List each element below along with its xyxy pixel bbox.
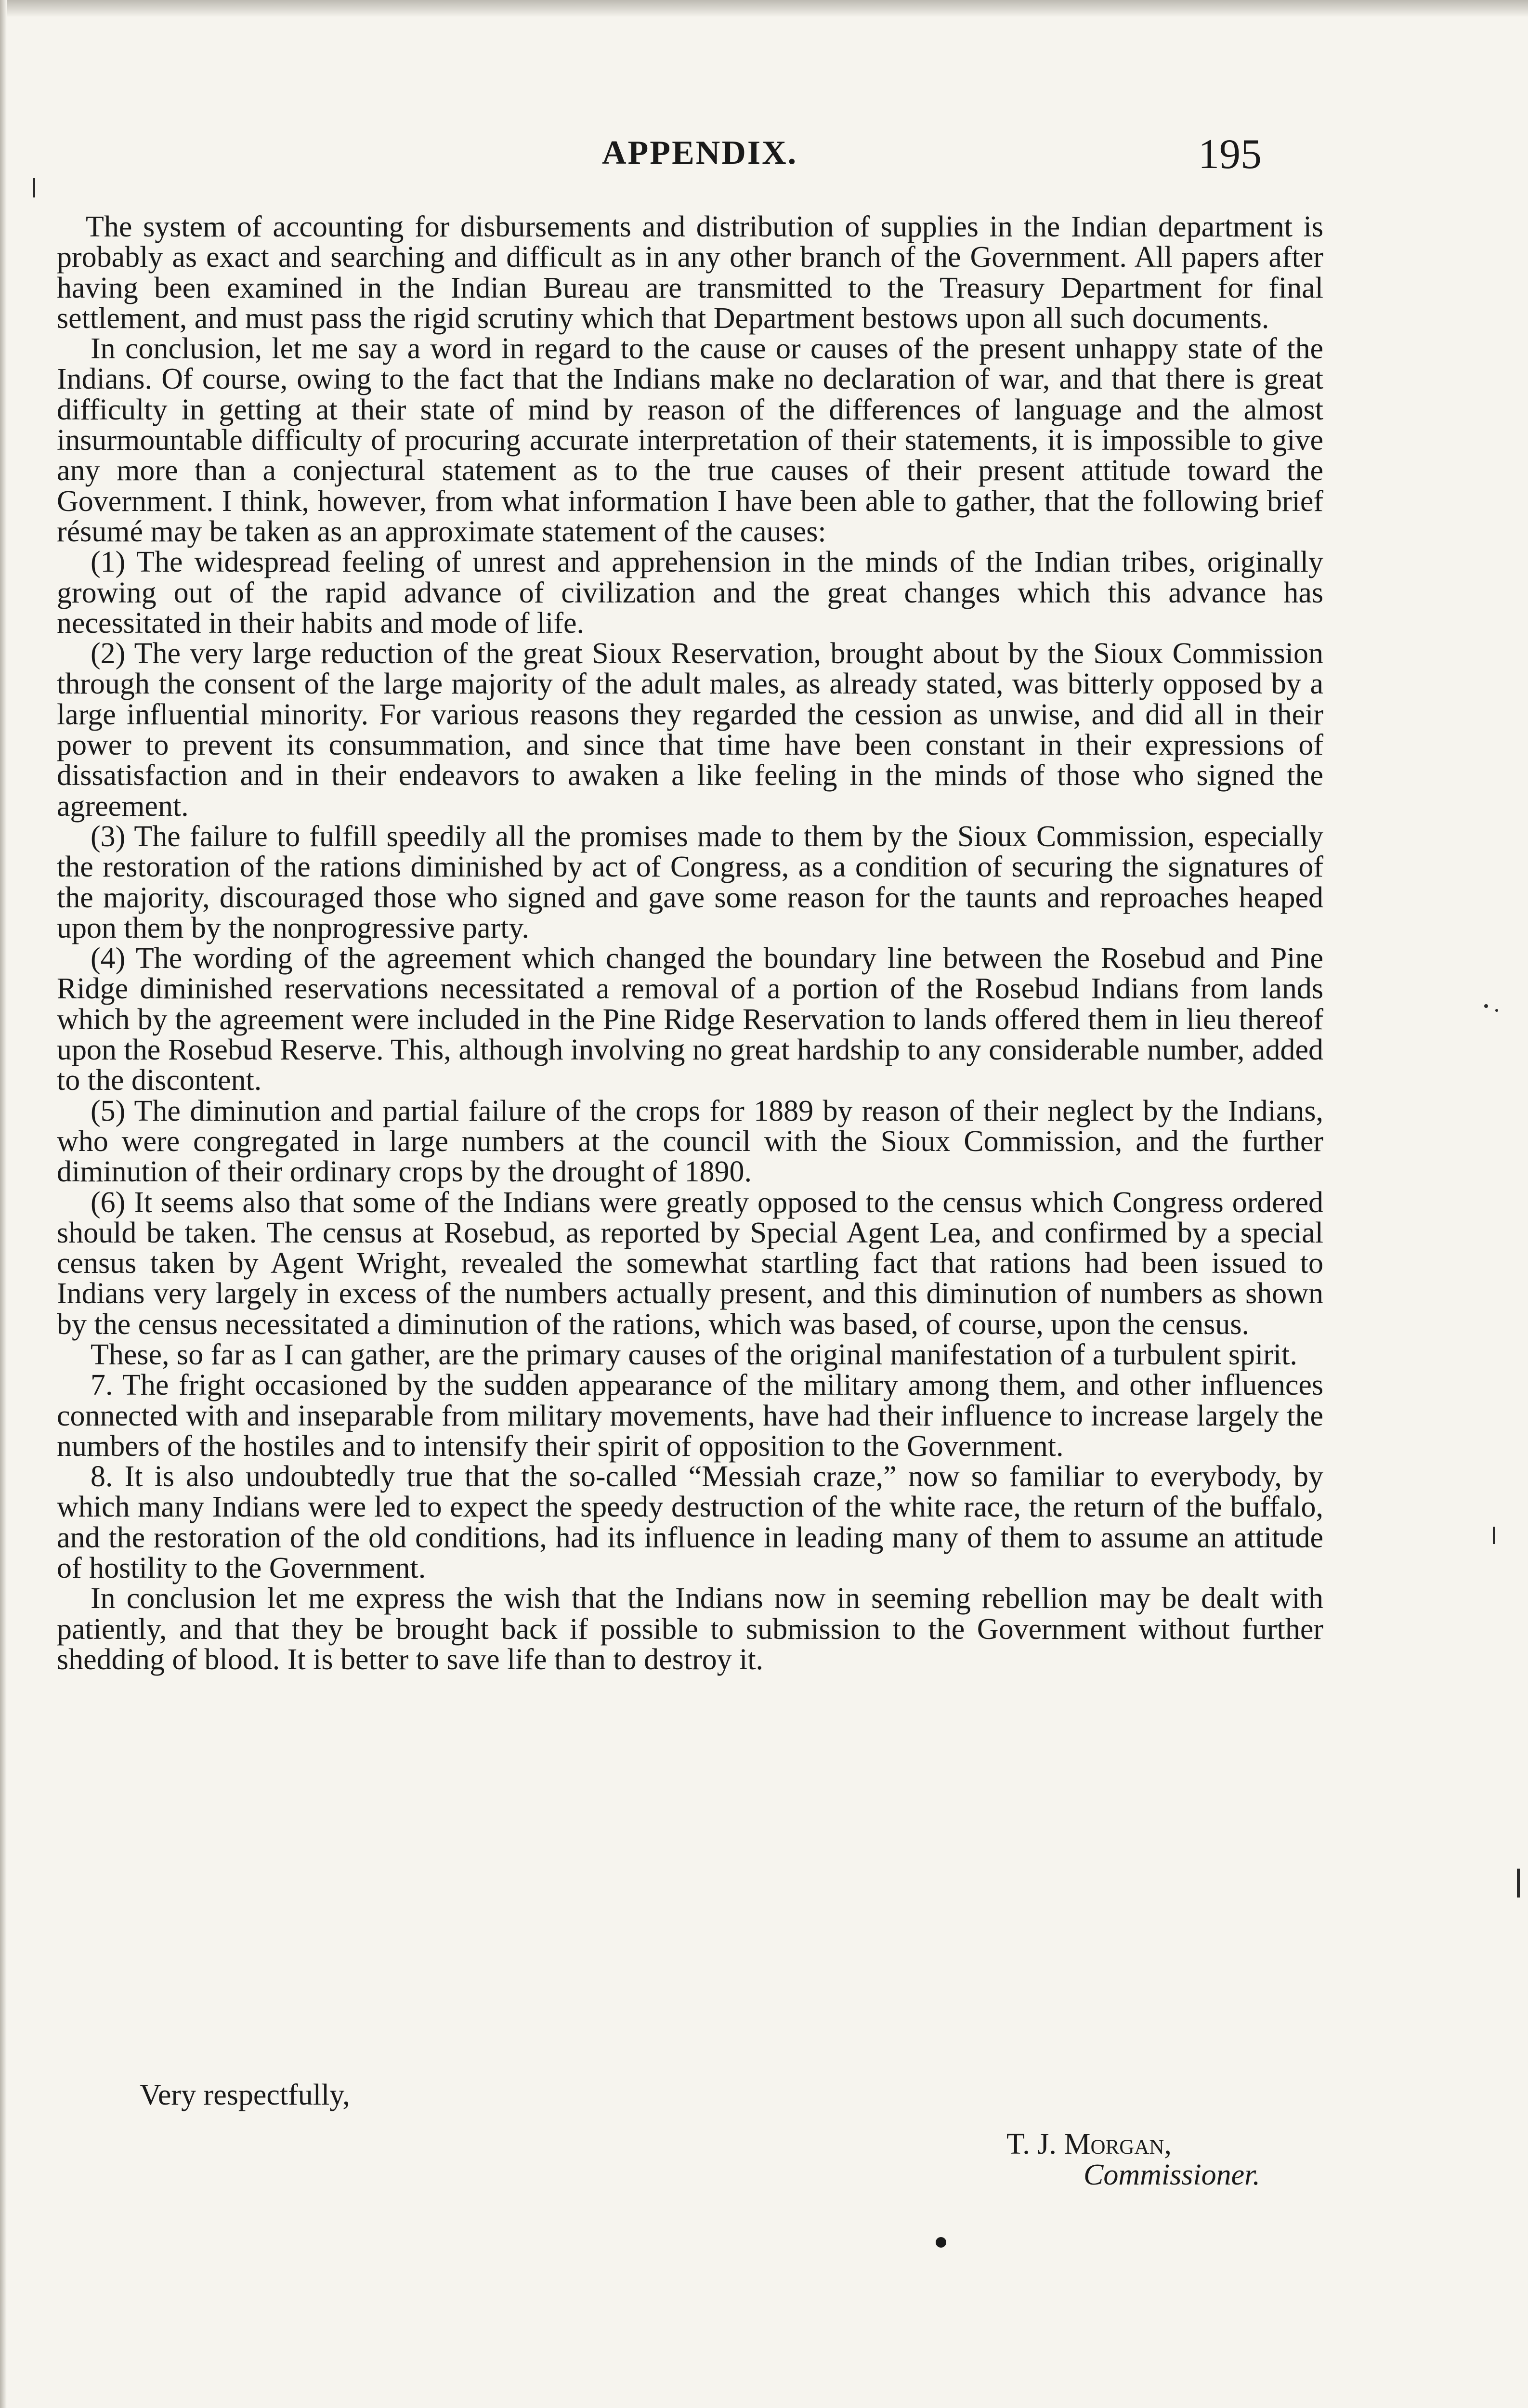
page-number: 195 (1198, 131, 1262, 178)
paragraph-primary-causes: These, so far as I can gather, are the primary causes of the original manifestation of a turbulent spirit. (91, 1338, 1297, 1371)
body-text (57, 212, 1323, 1675)
right-margin-mark-2 (1495, 1009, 1498, 1012)
scan-edge-top (0, 0, 1528, 17)
paragraph-accounting: The system of accounting for disbursements and distribution of supplies in the Indian department is probably as exact and searching and difficult as in any other branch of the Government. All papers after having been examined in the Indian Bureau are transmitted to the Treasury Department for final settlement, and must pass the rigid scrutiny which that Department bestows upon all such documents. (57, 210, 1323, 335)
running-head (482, 130, 1262, 178)
signature-name: T. J. Morgan, (1006, 2128, 1172, 2160)
signature-title: Commissioner. (1084, 2159, 1260, 2191)
paragraph-conclusion-causes: In conclusion, let me say a word in regard to the cause or causes of the present unhappy state of the Indians. Of course, owing to the fact that the Indians make no declaration of war, and that there is great difficulty in getting at their state of mind by reason of the differences of language and the almost insurmountable difficulty of procuring accurate interpretation of their statements, it is impossible to give any more than a conjectural statement as to the true causes of their present attitude toward the Government. I think, however, from what information I have been able to gather, that the following brief résumé may be taken as an approximate statement of the causes: (57, 332, 1323, 548)
right-margin-mark-1 (1484, 1004, 1488, 1008)
paragraph-cause-7: 7. The fright occasioned by the sudden appearance of the military among them, and other influences connected with and inseparable from military movements, have had their influence to increase largely the numbers of the hostiles and to intensify their spirit of opposition to the Government. (57, 1369, 1323, 1463)
ink-dot-mark (936, 2237, 946, 2248)
scan-edge-left (0, 0, 7, 2408)
paragraph-cause-5: (5) The diminution and partial failure of the crops for 1889 by reason of their neglect by the Indians, who were congregated in large numbers at the council with the Sioux Commission, and the further diminution of their ordinary crops by the drought of 1890. (57, 1094, 1323, 1189)
paragraph-final-wish: In conclusion let me express the wish that the Indians now in seeming rebellion may be dealt with patiently, and that they be brought back if possible to submission to the Government without further shedding of blood. It is better to save life than to destroy it. (57, 1582, 1323, 1676)
paragraph-cause-3: (3) The failure to fulfill speedily all the promises made to them by the Sioux Commission, especially the restoration of the rations diminished by act of Congress, as a condition of securing the signatures of the majority, discouraged those who signed and gave some reason for the taunts and reproaches heaped upon them by the nonprogressive party. (57, 820, 1323, 944)
right-edge-mark (1517, 1869, 1520, 1898)
paragraph-cause-8: 8. It is also undoubtedly true that the so-called “Messiah craze,” now so familiar to everybody, by which many Indians were led to expect the speedy destruction of the white race, the return of the buffalo, and the restoration of the old conditions, had its influence in leading many of them to assume an attitude of hostility to the Government. (57, 1460, 1323, 1585)
paragraph-cause-2: (2) The very large reduction of the great Sioux Reservation, brought about by the Sioux Commission through the consent of the large majority of the adult males, as already stated, was bitterly opposed by a large influential minority. For various reasons they regarded the cession as unwise, and did all in their power to prevent its consummation, and since that time have been constant in their expressions of dissatisfaction and in their endeavors to awaken a like feeling in the minds of those who signed the agreement. (57, 637, 1323, 823)
closing-salutation: Very respectfully, (140, 2079, 350, 2111)
paragraph-cause-1: (1) The widespread feeling of unrest and apprehension in the minds of the Indian tribes, originally growing out of the rapid advance of civilization and the great changes which this advance has necessitated in their habits and mode of life. (57, 546, 1323, 640)
left-margin-tick (33, 178, 35, 197)
paragraph-cause-4: (4) The wording of the agreement which changed the boundary line between the Rosebud and Pine Ridge diminished reservations necessitated a removal of a portion of the Rosebud Indians from lands which by the agreement were included in the Pine Ridge Reservation to lands offered them in lieu thereof upon the Rosebud Reserve. This, although involving no great hardship to any considerable number, added to the discontent. (57, 942, 1323, 1097)
signature-block (1006, 2129, 1260, 2190)
paragraph-cause-6: (6) It seems also that some of the Indians were greatly opposed to the census which Congress ordered should be taken. The census at Rosebud, as reported by Special Agent Lea, and confirmed by a special census taken by Agent Wright, revealed the somewhat startling fact that rations had been issued to Indians very largely in excess of the numbers actually present, and this diminution of numbers as shown by the census necessitated a diminution of the rations, which was based, of course, upon the census. (57, 1186, 1323, 1341)
right-margin-tick (1493, 1527, 1495, 1544)
running-head-title: APPENDIX. (602, 134, 798, 171)
